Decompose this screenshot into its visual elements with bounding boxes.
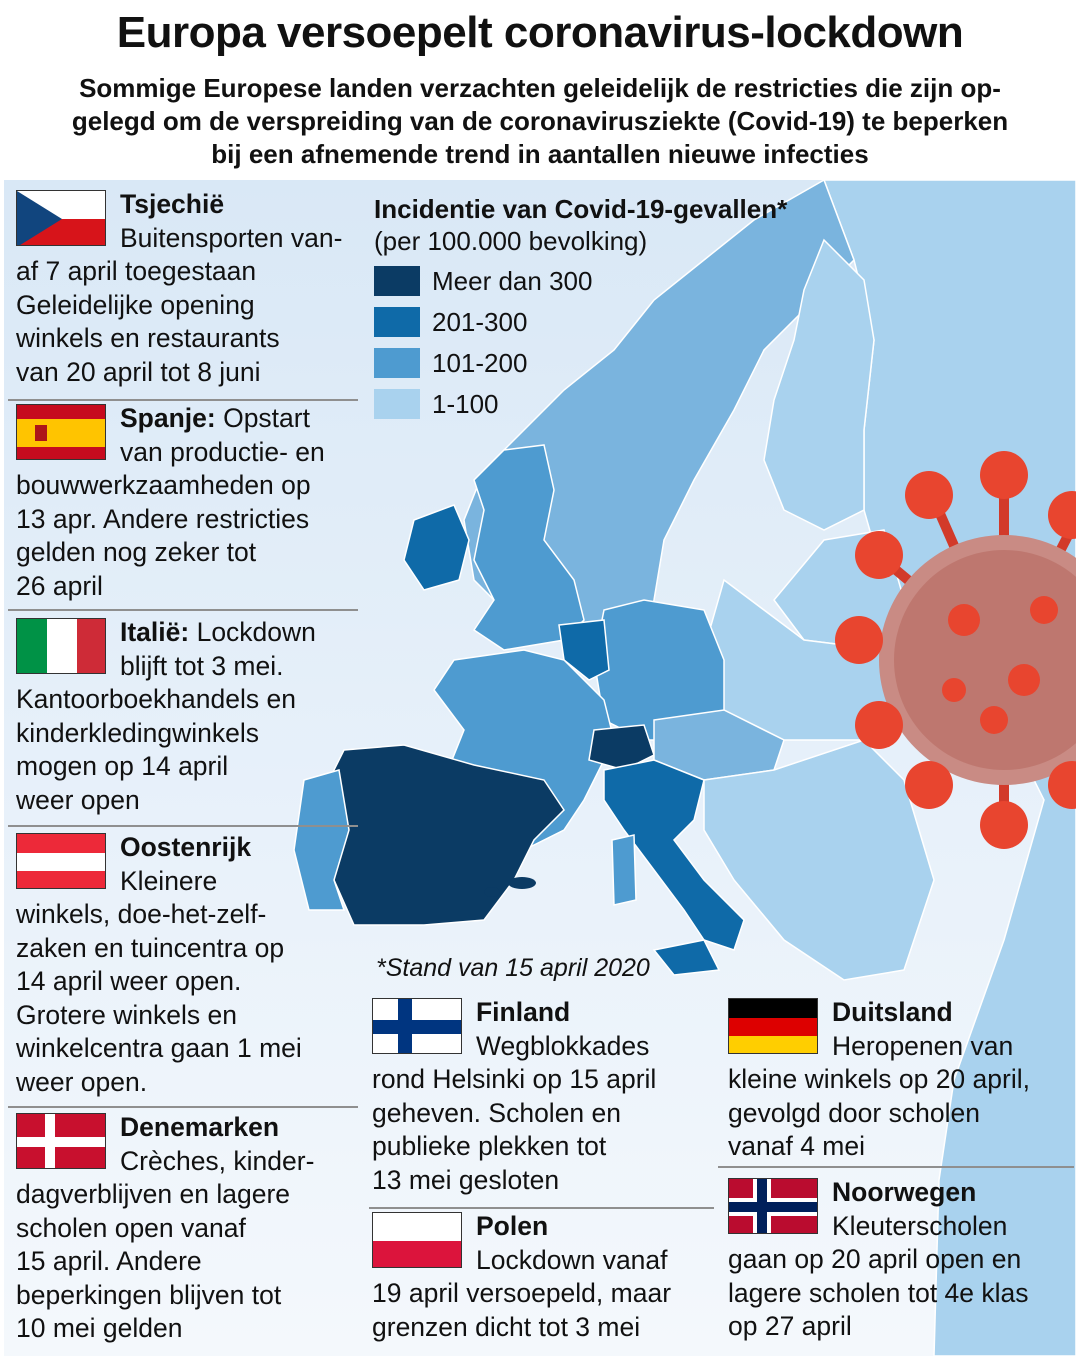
country-note-spanje [16, 402, 361, 603]
note-first: Lockdown [189, 617, 316, 647]
legend-swatch [374, 389, 420, 419]
country-note-finland [372, 996, 717, 1197]
note-line: 26 april [16, 570, 103, 601]
subtitle-line: Sommige Europese landen verzachten geleidelijk de restricties die zijn op- [79, 73, 1001, 103]
country-name: Italië: [120, 617, 190, 647]
subtitle-line: bij een afnemende trend in aantallen nieuwe infecties [211, 139, 869, 169]
note-line: kleine winkels op 20 april, [728, 1064, 1030, 1094]
note-line: gaan op 20 april open en [728, 1244, 1022, 1274]
note-line: van 20 april tot 8 juni [16, 356, 261, 387]
country-note-noorwegen [728, 1176, 1073, 1344]
flag-spain-icon [16, 404, 106, 460]
flag-austria-icon [16, 833, 106, 889]
note-line: grenzen dicht tot 3 mei [372, 1311, 641, 1342]
map-region-balearics [508, 877, 536, 889]
note-line: winkels, doe-het-zelf- [16, 899, 267, 929]
note-line: weer open [16, 784, 140, 815]
flag-italy-icon [16, 618, 106, 674]
country-name: Denemarken [120, 1112, 280, 1142]
legend-title: Incidentie van Covid-19-gevallen* [374, 194, 788, 224]
legend-subtitle: (per 100.000 bevolking) [374, 226, 648, 256]
map-region-balearics-2 [484, 887, 500, 897]
note-line: geheven. Scholen en [372, 1097, 622, 1128]
flag-denmark-icon [16, 1113, 106, 1169]
note-line: Buitensporten van- [120, 222, 343, 253]
note-line: dagverblijven en lagere [16, 1179, 291, 1209]
note-line: Kleinere [120, 865, 218, 896]
note-line: scholen open vanaf [16, 1212, 246, 1243]
legend-label: 201-300 [432, 307, 528, 337]
legend-label: 101-200 [432, 348, 528, 378]
country-name: Polen [476, 1211, 549, 1241]
note-line: lagere scholen tot 4e klas [728, 1277, 1029, 1308]
note-line: Geleidelijke opening [16, 289, 255, 320]
note-line: 14 april weer open. [16, 966, 242, 996]
note-line: kinderkledingwinkels [16, 717, 260, 748]
subtitle [20, 72, 1060, 171]
country-note-tsjechie [16, 188, 361, 389]
legend-label: Meer dan 300 [432, 266, 593, 296]
note-line: gevolgd door scholen [728, 1097, 980, 1128]
footnote: *Stand van 15 april 2020 [376, 954, 650, 982]
flag-finland-icon [372, 998, 462, 1054]
country-note-denemarken [16, 1111, 361, 1346]
note-line: publieke plekken tot [372, 1131, 607, 1161]
note-line: 13 mei gesloten [372, 1164, 560, 1195]
legend-swatch [374, 348, 420, 378]
note-line: gelden nog zeker tot [16, 537, 257, 567]
note-line: 15 april. Andere [16, 1246, 202, 1276]
subtitle-line: gelegd om de verspreiding van de coronavirusziekte (Covid-19) te beperken [71, 106, 1009, 136]
legend-swatch [374, 266, 420, 296]
map-region-ireland [404, 505, 469, 590]
legend-swatch [374, 307, 420, 337]
note-line: mogen op 14 april [16, 751, 229, 781]
note-line: Grotere winkels en [16, 999, 237, 1030]
flag-norway-icon [728, 1178, 818, 1234]
note-line: Kantoorboekhandels en [16, 684, 296, 714]
legend-label: 1-100 [432, 389, 499, 419]
country-name: Oostenrijk [120, 832, 252, 862]
separator [8, 1106, 358, 1108]
map-region-balkans [704, 740, 934, 980]
note-line: Kleuterscholen [832, 1210, 1008, 1241]
separator [8, 399, 358, 401]
country-name: Spanje: [120, 403, 216, 433]
map-region-sicily [654, 940, 719, 975]
flag-poland-icon [372, 1212, 462, 1268]
note-line: 13 apr. Andere restricties [16, 503, 310, 534]
note-line: Heropenen van [832, 1030, 1014, 1061]
note-line: Lockdown vanaf [476, 1244, 668, 1275]
flag-germany-icon [728, 998, 818, 1054]
note-line: winkels en restaurants [16, 323, 280, 353]
note-line: winkelcentra gaan 1 mei [16, 1033, 302, 1063]
infographic-panel [4, 180, 1076, 1356]
note-line: op 27 april [728, 1311, 852, 1341]
note-line: weer open. [16, 1066, 148, 1097]
page-title: Europa versoepelt coronavirus-lockdown [116, 8, 964, 57]
note-line: af 7 april toegestaan [16, 256, 257, 286]
separator [369, 1207, 714, 1209]
note-first: Opstart [215, 403, 310, 433]
note-line: 19 april versoepeld, maar [372, 1278, 672, 1308]
country-name: Finland [476, 997, 571, 1027]
country-name: Noorwegen [832, 1177, 977, 1207]
note-line: beperkingen blijven tot [16, 1279, 282, 1310]
separator [718, 1166, 1074, 1168]
country-note-polen [372, 1210, 717, 1344]
country-name: Tsjechië [120, 189, 225, 219]
country-note-duitsland [728, 996, 1073, 1164]
country-note-italie [16, 616, 361, 817]
country-name: Duitsland [832, 997, 953, 1027]
map-region-sardinia [612, 835, 636, 905]
country-note-oostenrijk [16, 831, 361, 1099]
note-line: vanaf 4 mei [728, 1131, 865, 1161]
flag-czech-icon [16, 190, 106, 246]
note-line: Crèches, kinder- [120, 1145, 315, 1176]
note-line: zaken en tuincentra op [16, 932, 285, 963]
separator [8, 825, 358, 827]
separator [8, 609, 358, 611]
note-line: van productie- en [120, 436, 325, 467]
note-line: rond Helsinki op 15 april [372, 1064, 657, 1094]
note-line: blijft tot 3 mei. [120, 650, 284, 681]
note-line: Wegblokkades [476, 1030, 650, 1061]
note-line: bouwwerkzaamheden op [16, 470, 311, 500]
note-line: 10 mei gelden [16, 1313, 183, 1343]
